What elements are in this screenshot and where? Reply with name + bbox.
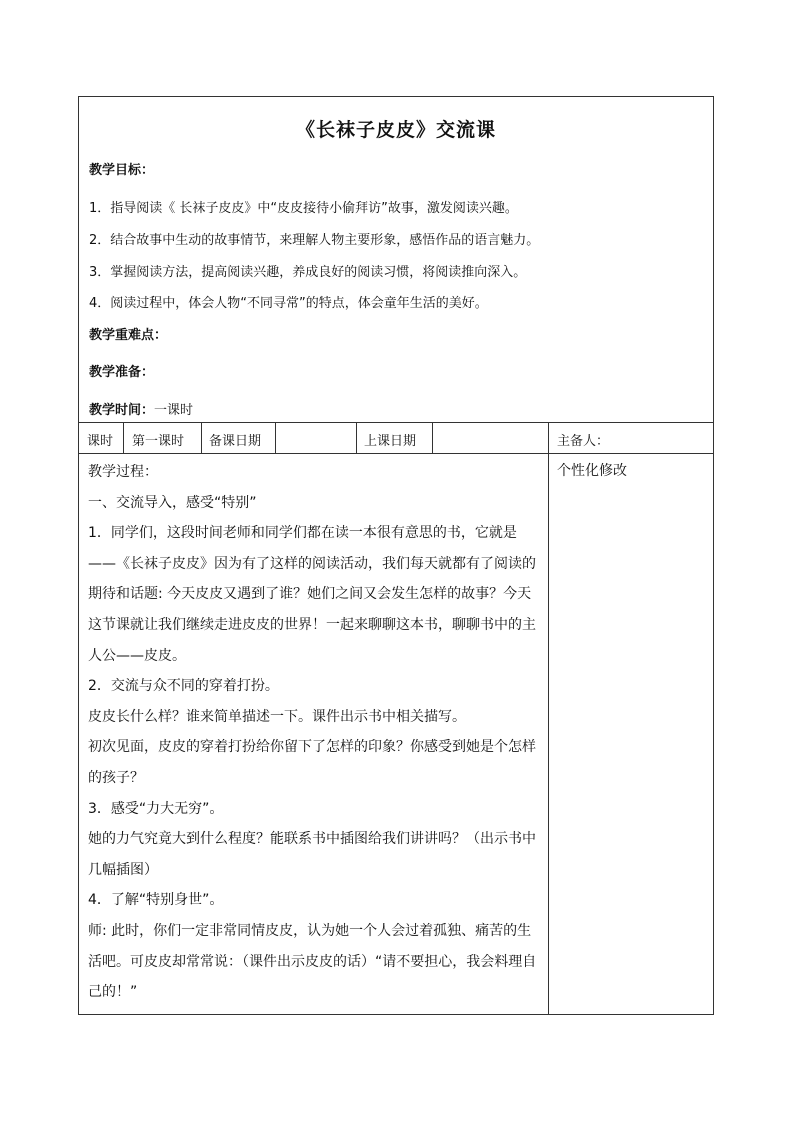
process-paragraph: 2．交流与众不同的穿着打扮。	[88, 678, 279, 695]
goals-label: 教学目标：	[89, 163, 155, 178]
divider	[123, 422, 124, 453]
prep-date-label: 备课日期	[209, 434, 262, 449]
period-label: 课时	[87, 434, 114, 449]
time-label: 教学时间：	[89, 403, 155, 418]
process-paragraph: 初次见面，皮皮的穿着打扮给你留下了怎样的印象？你感受到她是个怎样的孩子？	[88, 739, 536, 786]
time-value: 一课时	[154, 403, 194, 418]
process-paragraph: 师: 此时，你们一定非常同情皮皮，认为她一个人会过着孤独、痛苦的生活吧。可皮皮却常常说：（课件出示皮皮的话）“请不要担心，我会料理自己的！”	[88, 922, 537, 1001]
process-paragraph: 一、交流导入，感受“特别”	[88, 494, 257, 511]
process-paragraph: 4．了解“特别身世”。	[88, 892, 224, 909]
prep-label: 教学准备：	[89, 365, 155, 380]
key-points-label: 教学重难点：	[89, 328, 168, 343]
divider	[432, 422, 433, 453]
page-title: 《长袜子皮皮》交流课	[295, 119, 496, 141]
time-line	[89, 399, 193, 418]
goal-item-3: 3．掌握阅读方法，提高阅读兴趣，养成良好的阅读习惯，将阅读推向深入。	[89, 265, 527, 280]
divider	[79, 422, 713, 423]
lesson-plan-table	[78, 96, 714, 1015]
goal-item-4: 4．阅读过程中，体会人物“不同寻常”的特点，体会童年生活的美好。	[89, 296, 488, 311]
period-value: 第一课时	[132, 434, 185, 449]
process-section	[79, 453, 713, 1014]
divider	[201, 422, 202, 453]
process-paragraph: 皮皮长什么样？谁来简单描述一下。课件出示书中相关描写。	[88, 708, 466, 725]
goal-item-2: 2．结合故事中生动的故事情节，来理解人物主要形象，感悟作品的语言魅力。	[89, 233, 540, 248]
process-paragraph: 3．感受“力大无穷”。	[88, 800, 224, 817]
process-text	[88, 457, 544, 1008]
process-paragraph: 她的力气究竟大到什么程度？能联系书中插图给我们讲讲吗？（出示书中几幅插图）	[88, 831, 536, 878]
goal-item-1: 1．指导阅读《 长袜子皮皮》中“皮皮接待小偷拜访”故事，激发阅读兴趣。	[89, 201, 518, 216]
divider	[275, 422, 276, 453]
process-paragraph: 教学过程：	[88, 464, 158, 480]
personalized-edit-label: 个性化修改	[557, 463, 627, 479]
lead-teacher-label: 主备人：	[557, 434, 610, 449]
divider	[356, 422, 357, 453]
process-paragraph: 1．同学们，这段时间老师和同学们都在读一本很有意思的书，它就是——《长袜子皮皮》因为有了这样的阅读活动，我们每天就都有了阅读的期待和话题: 今天皮皮又遇到了谁？她们之间又会发生怎样的故事？今天这节课就让我们继续走进皮皮的世界！一起来聊聊这本书，聊聊书中的主人公——皮皮。	[88, 525, 536, 664]
class-date-label: 上课日期	[364, 434, 417, 449]
